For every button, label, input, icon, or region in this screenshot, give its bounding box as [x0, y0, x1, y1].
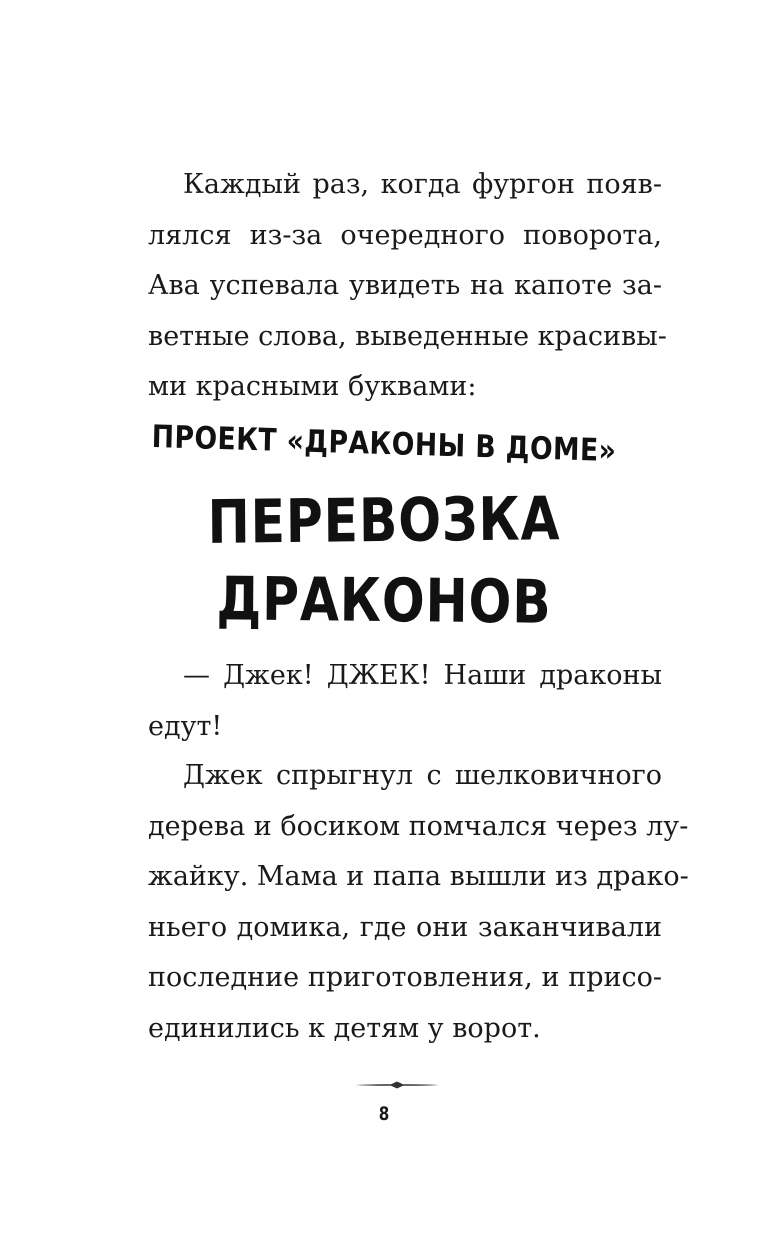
- swash-divider-icon: [355, 1080, 439, 1090]
- text-line: едут!: [148, 710, 223, 742]
- text-line: ньего домика, где они заканчивали: [148, 911, 662, 943]
- paragraph-1: [148, 160, 667, 413]
- text-line: жайку. Мама и папа вышли из драко-: [148, 861, 689, 892]
- van-sign-project-title: ПРОЕКТ «ДРАКОНЫ В ДОМЕ»: [151, 418, 617, 470]
- text-line: Ава успевала увидеть на капоте за-: [148, 270, 662, 301]
- paragraph-3: [148, 751, 689, 1054]
- page-number: 8: [378, 1103, 390, 1125]
- text-line: ми красными буквами:: [148, 371, 477, 402]
- text-line: лялся из-за очередного поворота,: [148, 219, 662, 251]
- van-sign-line-transport: ПЕРЕВОЗКА: [207, 484, 561, 558]
- van-sign-line-dragons: ДРАКОНОВ: [216, 564, 552, 638]
- text-line: единились к детям у ворот.: [148, 1012, 541, 1044]
- paragraph-2: [148, 651, 662, 752]
- text-line: — Джек! ДЖЕК! Наши драконы: [183, 660, 662, 691]
- text-line: ветные слова, выведенные красивы-: [148, 320, 667, 352]
- text-line: Каждый раз, когда фургон появ-: [183, 169, 662, 200]
- text-line: дерева и босиком помчался через лу-: [148, 810, 689, 842]
- text-line: Джек спрыгнул с шелковичного: [183, 760, 662, 791]
- text-line: последние приготовления, и присо-: [148, 962, 662, 993]
